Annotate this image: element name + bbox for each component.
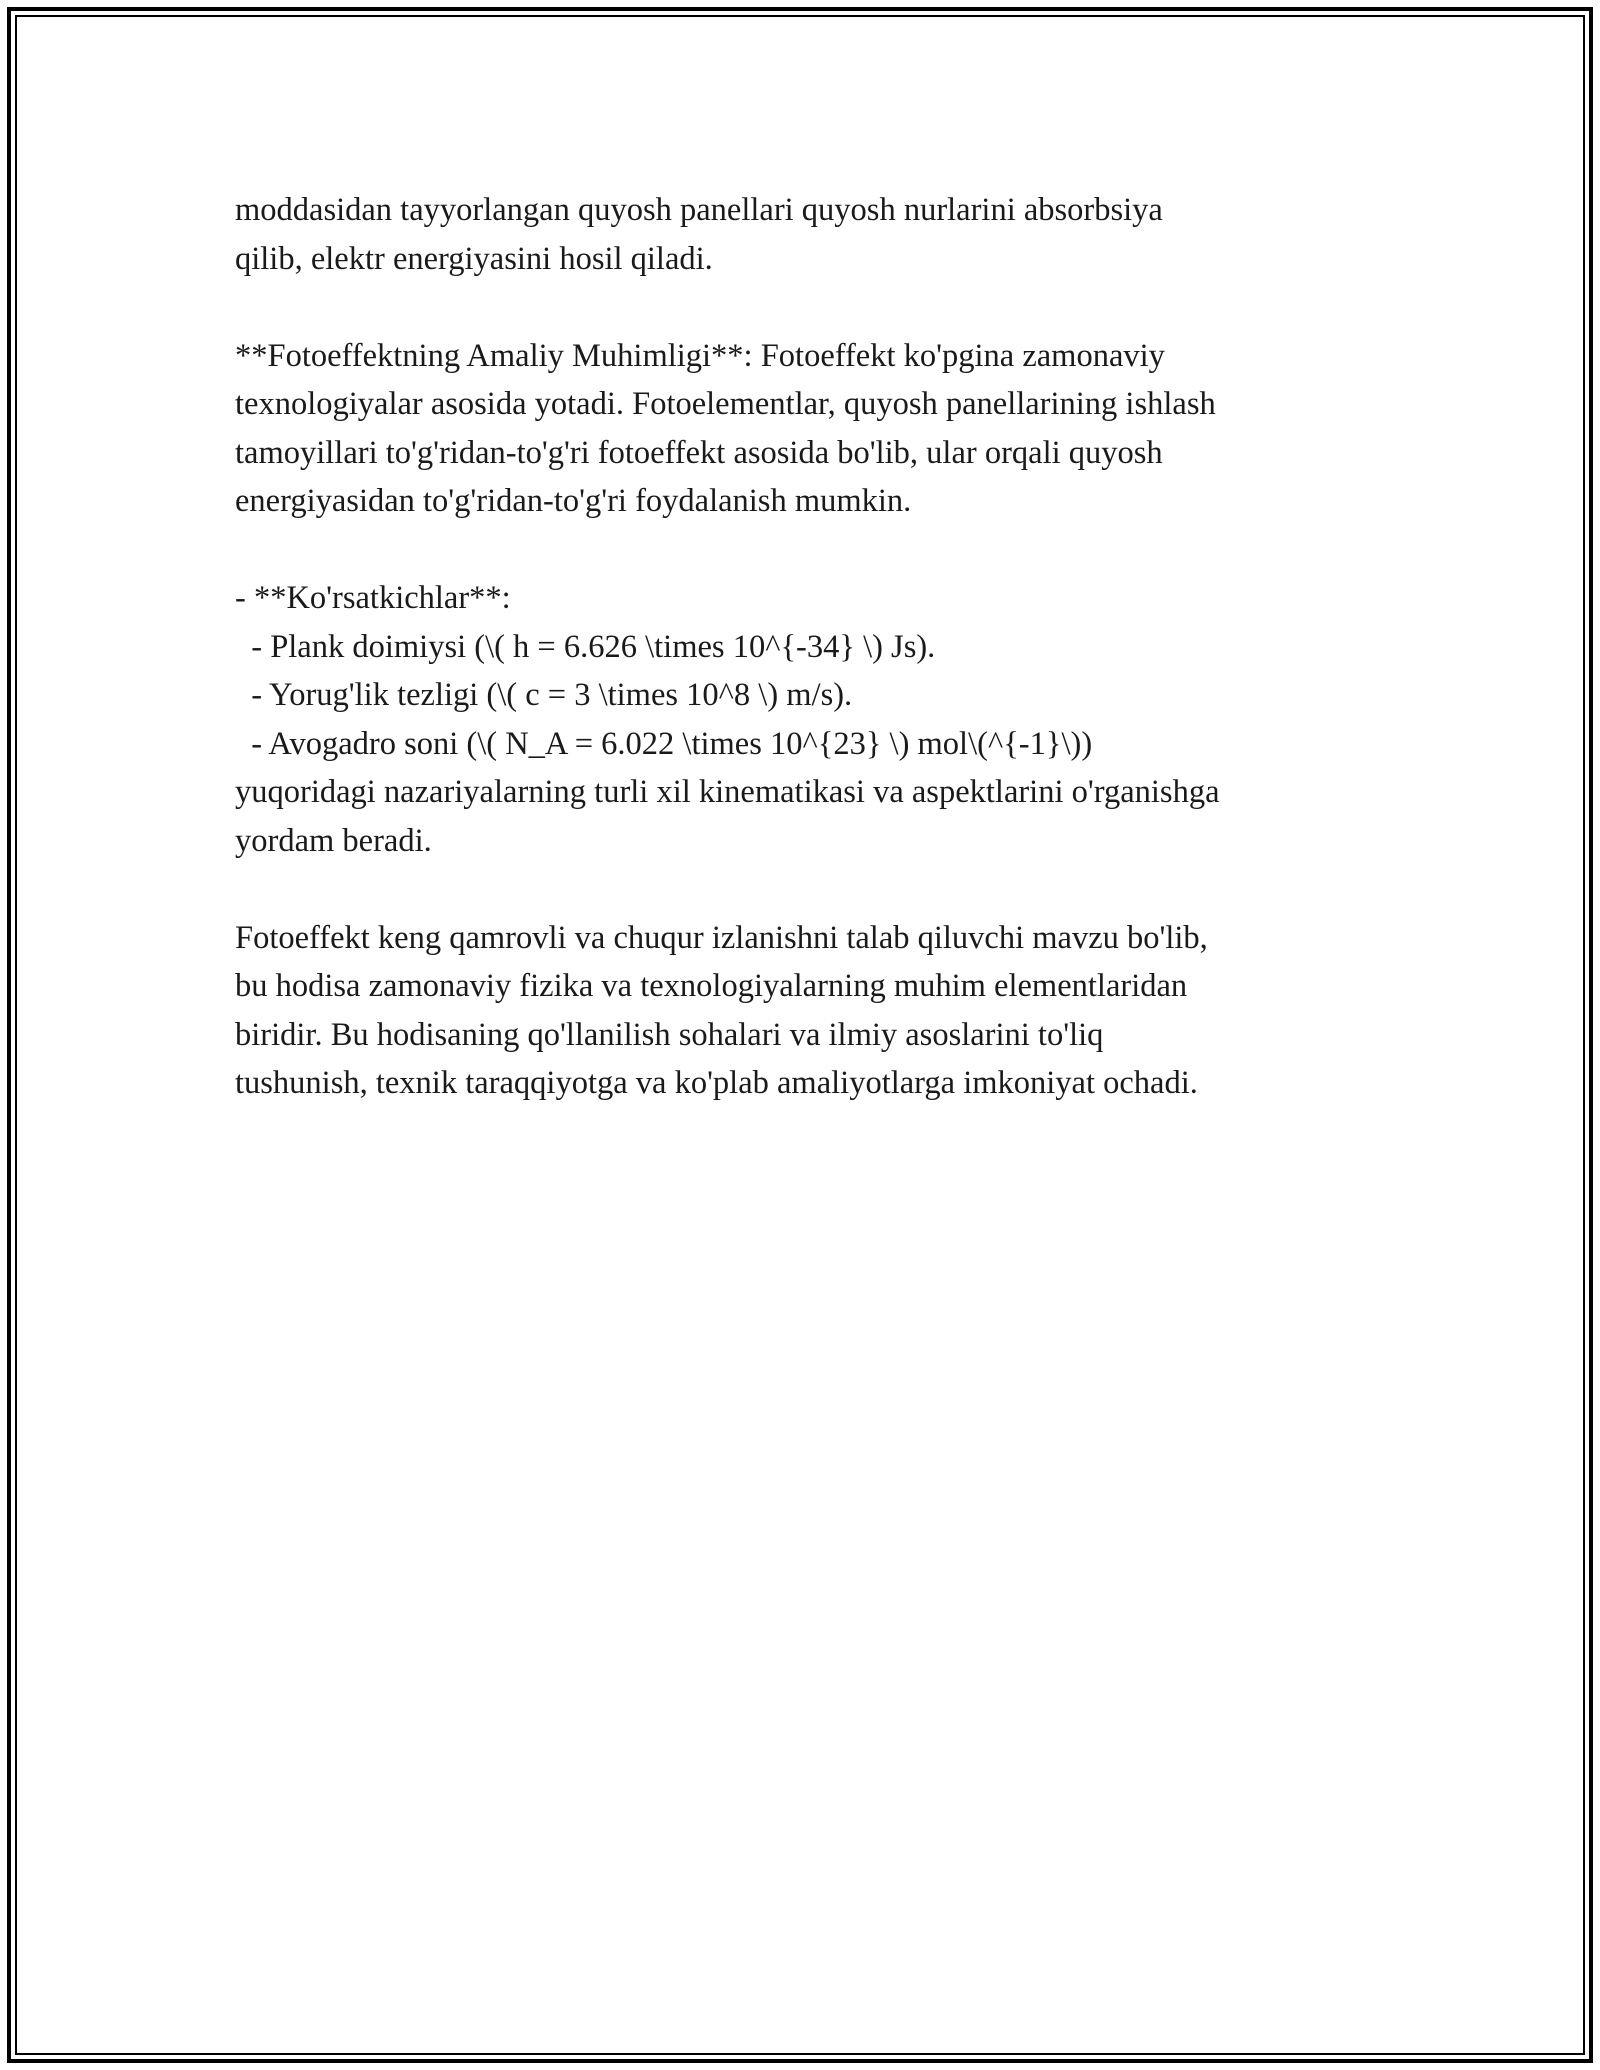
list-item-avogadro: - Avogadro soni (\( N_A = 6.022 \times 10^{23} \) mol\(^{-1}\)) [235, 725, 1093, 762]
text-line: moddasidan tayyorlangan quyosh panellari quyosh nurlarini absorbsiya [235, 192, 1163, 228]
text-line: texnologiyalar asosida yotadi. Fotoelementlar, quyosh panellarining ishlash [235, 386, 1216, 422]
text-line: tamoyillari to'g'ridan-to'g'ri fotoeffekt asosida bo'lib, ular orqali quyosh [235, 434, 1163, 471]
text-line: energiyasidan to'g'ridan-to'g'ri foydalanish mumkin. [235, 483, 912, 519]
list-item-planck: - Plank doimiysi (\( h = 6.626 \times 10^{-34} \) Js). [235, 628, 936, 665]
paragraph-gap [235, 526, 1385, 575]
text-line: bu hodisa zamonaviy fizika va texnologiyalarning muhim elementlaridan [235, 968, 1188, 1004]
paragraph-practical-importance [235, 332, 1385, 526]
paragraph-solar-panels [235, 186, 1385, 283]
text-line: Fotoeffekt keng qamrovli va chuqur izlanishni talab qiluvchi mavzu bo'lib, [235, 919, 1208, 956]
text-line: qilib, elektr energiyasini hosil qiladi. [235, 240, 713, 277]
text-line: yordam beradi. [235, 822, 432, 859]
document-body [235, 186, 1385, 1108]
text-line: **Fotoeffektning Amaliy Muhimligi**: Fotoeffekt ko'pgina zamonaviy [235, 337, 1165, 374]
paragraph-gap [235, 283, 1385, 332]
text-line: yuqoridagi nazariyalarning turli xil kinematikasi va aspektlarini o'rganishga [235, 774, 1220, 810]
paragraph-gap [235, 865, 1385, 914]
paragraph-conclusion [235, 914, 1385, 1108]
list-heading: - **Ko'rsatkichlar**: [235, 580, 511, 616]
paragraph-indicators [235, 574, 1385, 865]
text-line: biridir. Bu hodisaning qo'llanilish sohalari va ilmiy asoslarini to'liq [235, 1016, 1104, 1053]
text-line: tushunish, texnik taraqqiyotga va ko'plab amaliyotlarga imkoniyat ochadi. [235, 1065, 1198, 1101]
list-item-light-speed: - Yorug'lik tezligi (\( c = 3 \times 10^8 \) m/s). [235, 677, 853, 713]
